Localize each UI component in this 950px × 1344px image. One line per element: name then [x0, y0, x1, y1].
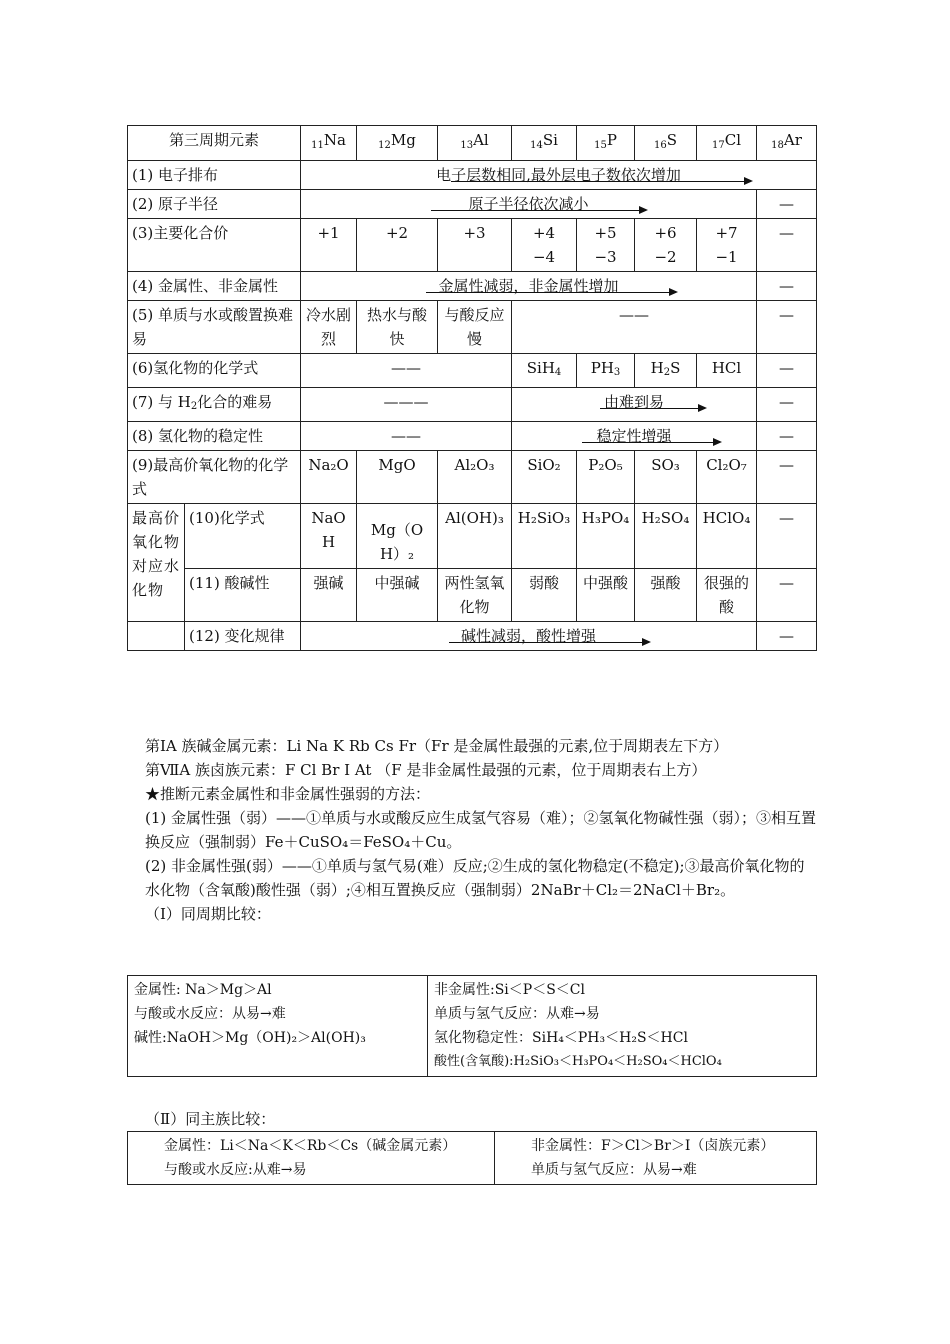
- row-h2-combination: [128, 388, 817, 422]
- period-compare-title: （Ⅰ）同周期比较：: [145, 905, 271, 923]
- value-cell: Mg（OH）₂: [357, 504, 438, 569]
- row-label: (11) 酸碱性: [185, 569, 301, 622]
- ar-cell: —: [757, 272, 817, 301]
- ar-cell: —: [757, 388, 817, 422]
- row-label: (3)主要化合价: [128, 219, 301, 272]
- ar-cell: —: [757, 422, 817, 451]
- header-na: $_{11}$Na: [301, 126, 357, 161]
- trend-arrow-icon: [600, 408, 705, 409]
- compare-line: 酸性(含氧酸):H₂SiO₃＜H₃PO₄＜H₂SO₄＜HClO₄: [434, 1054, 722, 1069]
- value-cell: 两性氢氧化物: [438, 569, 512, 622]
- value-cell: H₂SO₄: [635, 504, 697, 569]
- value-cell: +1: [301, 219, 357, 272]
- value-cell: SO₃: [635, 451, 697, 504]
- row-change-rule: [128, 622, 817, 651]
- compare-line: 单质与氢气反应：从易→难: [531, 1162, 697, 1178]
- header-label: 第三周期元素: [128, 126, 301, 161]
- value-cell: $H_2S$: [635, 354, 697, 388]
- value-cell: 热水与酸快: [357, 301, 438, 354]
- trend-text: 原子半径依次减小: [468, 195, 589, 213]
- row-hydride-stability: [128, 422, 817, 451]
- group-nonmetal-column: [495, 1132, 817, 1185]
- trend-cell: [301, 272, 757, 301]
- header-cl: $_{17}$Cl: [697, 126, 757, 161]
- period-nonmetal-column: [428, 976, 817, 1077]
- row-label: (12) 变化规律: [185, 622, 301, 651]
- header-p: $_{15}$P: [577, 126, 635, 161]
- value-cell: 中强碱: [357, 569, 438, 622]
- value-cell: ——: [512, 301, 757, 354]
- alkali-note: 第ⅠA 族碱金属元素：Li Na K Rb Cs Fr（Fr 是金属性最强的元素,位于周期表左下方）: [145, 737, 729, 755]
- group-compare-box: [127, 1131, 817, 1185]
- empty-cell: [128, 622, 185, 651]
- row-metallic: [128, 272, 817, 301]
- row-label: (5) 单质与水或酸置换难易: [128, 301, 301, 354]
- value-cell: MgO: [357, 451, 438, 504]
- trend-arrow-icon: [451, 181, 751, 182]
- trend-cell: [512, 422, 757, 451]
- trend-arrow-icon: [449, 642, 649, 643]
- compare-line: 非金属性:Si＜P＜S＜Cl: [434, 982, 585, 998]
- header-ar: $_{18}$Ar: [757, 126, 817, 161]
- header-al: $_{13}$Al: [438, 126, 512, 161]
- row-label: (4) 金属性、非金属性: [128, 272, 301, 301]
- trend-text: 金属性减弱，非金属性增加: [438, 277, 619, 295]
- row-acidity: [128, 569, 817, 622]
- compare-line: 非金属性：F＞Cl＞Br＞I（卤族元素）: [531, 1138, 775, 1154]
- compare-line: 氢化物稳定性：SiH₄＜PH₃＜H₂S＜HCl: [434, 1030, 688, 1046]
- value-cell: Cl₂O₇: [697, 451, 757, 504]
- value-cell: H₃PO₄: [577, 504, 635, 569]
- row-label: (10)化学式: [185, 504, 301, 569]
- trend-cell: [301, 622, 757, 651]
- row-label: (2) 原子半径: [128, 190, 301, 219]
- header-row: [128, 126, 817, 161]
- notes-block: [145, 734, 817, 926]
- value-cell: ——: [301, 354, 512, 388]
- value-cell: SiH$_4$: [512, 354, 577, 388]
- period-compare-box: [127, 975, 817, 1077]
- compare-line: 金属性：Li＜Na＜K＜Rb＜Cs（碱金属元素）: [164, 1138, 457, 1154]
- row-electron-config: [128, 161, 817, 190]
- trend-text: 电子层数相同,最外层电子数依次增加: [436, 166, 681, 184]
- metallic-method: (1) 金属性强（弱）——①单质与水或酸反应生成氢气容易（难）；②氢氧化物碱性强（弱）；③相互置换反应（强制弱）Fe＋CuSO₄＝FeSO₄＋Cu。: [145, 809, 817, 851]
- halogen-note: 第ⅦA 族卤族元素：F Cl Br I At （F 是非金属性最强的元素，位于周期表右上方）: [145, 761, 707, 779]
- value-cell: +2: [357, 219, 438, 272]
- compare-line: 与酸或水反应：从易→难: [134, 1006, 286, 1022]
- value-cell: NaOH: [301, 504, 357, 569]
- trend-cell: [301, 161, 817, 190]
- trend-arrow-icon: [431, 210, 646, 211]
- value-cell: H₂SiO₃: [512, 504, 577, 569]
- row-atomic-radius: [128, 190, 817, 219]
- ar-cell: —: [757, 190, 817, 219]
- value-cell: Al₂O₃: [438, 451, 512, 504]
- value-cell: HCl: [697, 354, 757, 388]
- row-oxide-formula: [128, 451, 817, 504]
- row-label: (8) 氢化物的稳定性: [128, 422, 301, 451]
- periodic-properties-table: [127, 125, 817, 651]
- ar-cell: —: [757, 569, 817, 622]
- value-cell: 与酸反应慢: [438, 301, 512, 354]
- row-displacement: [128, 301, 817, 354]
- trend-text: 由难到易: [604, 393, 665, 411]
- hydroxide-side-label: 最高价氧化物对应水化物: [128, 504, 185, 622]
- row-label: (9)最高价氧化物的化学式: [128, 451, 301, 504]
- period-metal-column: [128, 976, 428, 1077]
- value-cell: 强酸: [635, 569, 697, 622]
- header-si: $_{14}$Si: [512, 126, 577, 161]
- row-hydride-formula: [128, 354, 817, 388]
- header-s: $_{16}$S: [635, 126, 697, 161]
- compare-line: 与酸或水反应:从难→易: [164, 1162, 307, 1178]
- trend-cell: [301, 190, 757, 219]
- value-cell: 很强的酸: [697, 569, 757, 622]
- trend-cell: [512, 388, 757, 422]
- value-cell: 中强酸: [577, 569, 635, 622]
- ar-cell: —: [757, 622, 817, 651]
- value-cell: ———: [301, 388, 512, 422]
- row-label: (7) 与 $H_2$化合的难易: [128, 388, 301, 422]
- value-cell: 弱酸: [512, 569, 577, 622]
- row-label: (1) 电子排布: [128, 161, 301, 190]
- value-cell: +3: [438, 219, 512, 272]
- value-cell: HClO₄: [697, 504, 757, 569]
- ar-cell: —: [757, 219, 817, 272]
- value-cell: 冷水剧烈: [301, 301, 357, 354]
- group-metal-column: [128, 1132, 495, 1185]
- value-cell: 强碱: [301, 569, 357, 622]
- compare-line: 单质与氢气反应：从难→易: [434, 1006, 600, 1022]
- value-cell: Na₂O: [301, 451, 357, 504]
- row-hydroxide-formula: [128, 504, 817, 569]
- value-cell: +6 −2: [635, 219, 697, 272]
- ar-cell: —: [757, 354, 817, 388]
- value-cell: ——: [301, 422, 512, 451]
- row-valence: [128, 219, 817, 272]
- compare-line: 碱性:NaOH＞Mg（OH)₂＞Al(OH)₃: [134, 1030, 366, 1046]
- group-compare-title: （Ⅱ）同主族比较：: [145, 1110, 276, 1128]
- value-cell: +5 −3: [577, 219, 635, 272]
- compare-line: 金属性: Na＞Mg＞Al: [134, 982, 272, 998]
- trend-text: 稳定性增强: [596, 427, 672, 445]
- trend-text: 碱性减弱，酸性增强: [461, 627, 597, 645]
- value-cell: SiO₂: [512, 451, 577, 504]
- value-cell: $PH_3$: [577, 354, 635, 388]
- nonmetallic-method: (2) 非金属性强(弱）——①单质与氢气易(难）反应;②生成的氢化物稳定(不稳定);③最高价氧化物的水化物（含氧酸)酸性强（弱）;④相互置换反应（强制弱）2NaBr＋Cl₂＝2NaCl＋Br₂。: [145, 857, 805, 899]
- ar-cell: —: [757, 451, 817, 504]
- ar-cell: —: [757, 504, 817, 569]
- methods-heading: ★推断元素金属性和非金属性强弱的方法：: [145, 785, 431, 803]
- value-cell: +4 −4: [512, 219, 577, 272]
- value-cell: P₂O₅: [577, 451, 635, 504]
- header-mg: $_{12}$Mg: [357, 126, 438, 161]
- row-label: (6)氢化物的化学式: [128, 354, 301, 388]
- ar-cell: —: [757, 301, 817, 354]
- trend-arrow-icon: [582, 442, 720, 443]
- trend-arrow-icon: [426, 292, 676, 293]
- value-cell: Al(OH)₃: [438, 504, 512, 569]
- value-cell: +7 −1: [697, 219, 757, 272]
